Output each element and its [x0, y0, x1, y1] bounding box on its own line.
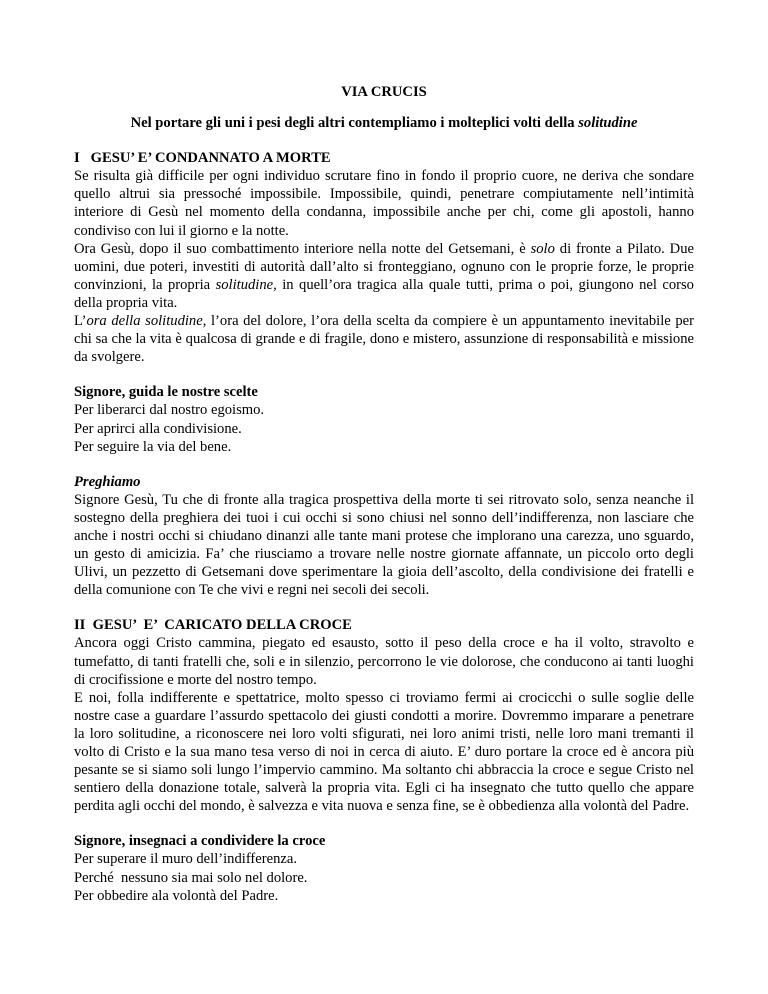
prayer-line: Per obbedire ala volontà del Padre. — [74, 887, 279, 904]
text-run: Ora Gesù, dopo il suo combattimento interiore nella notte del Getsemani, è — [74, 240, 531, 257]
prayer-line: Per liberarci dal nostro egoismo. — [74, 402, 265, 419]
subtitle-text: Nel portare gli uni i pesi degli altri contempliamo i molteplici volti della — [130, 115, 579, 132]
emphasis: solitudine — [215, 276, 274, 293]
text-run: di fronte a Pilato. Due uomini, due poteri, investiti di autorità dall’alto si fronteggiano, ognuno con le proprie forze, le proprie convinzioni, la propria — [74, 240, 694, 293]
prayer-line: Per aprirci alla condivisione. — [74, 420, 242, 437]
emphasis: solo — [530, 240, 555, 257]
prayer-line: Perché nessuno sia mai solo nel dolore. — [74, 869, 308, 886]
station-2-heading: II GESU’ E’ CARICATO DELLA CROCE — [74, 617, 352, 634]
station-1 — [74, 149, 694, 599]
preghiamo-label: Preghiamo — [74, 473, 141, 490]
station-1-paragraph-3 — [74, 312, 694, 366]
emphasis: ora della solitudine — [86, 313, 203, 330]
subtitle-emphasis: solitudine — [578, 115, 638, 132]
station-1-heading: I GESU’ E’ CONDANNATO A MORTE — [74, 150, 331, 167]
station-2-paragraph-1: Ancora oggi Cristo cammina, piegato ed esausto, sotto il peso della croce e ha il volto, stravolto e tumefatto, di tanti fratelli che, soli e in silenzio, percorrono le vie dolorose, che conducono ai tanti luoghi di crocifissione e morte del nostro tempo. — [74, 635, 694, 688]
station-1-prayer-title: Signore, guida le nostre scelte — [74, 384, 258, 401]
text-run: , in quell’ora tragica alla quale tutti, prima o poi, giungono nel corso della propria vita. — [74, 276, 694, 311]
document-title: VIA CRUCIS — [341, 84, 427, 100]
station-1-paragraph-2 — [74, 240, 694, 312]
text-run: , l’ora del dolore, l’ora della scelta da compiere è un appuntamento inevitabile per chi sa che la vita è qualcosa di grande e di fragile, dono e mistero, assunzione di responsabilità e missione da svolgere. — [74, 313, 694, 366]
station-2-prayer-title: Signore, insegnaci a condividere la croce — [74, 833, 326, 850]
station-1-paragraph-1: Se risulta già difficile per ogni individuo scrutare fino in fondo il proprio cuore, ne deriva che sondare quello altrui sia pressoché impossibile. Impossibile, quindi, penetrare compiutamente nell’intimità interiore di Gesù nel momento della condanna, impossibile anche per chi, come gli apostoli, hanno condiviso con lui il giorno e la notte. — [74, 168, 694, 239]
text-run: L’ — [74, 313, 87, 330]
prayer-line: Per seguire la via del bene. — [74, 438, 232, 455]
preghiamo-text: Signore Gesù, Tu che di fronte alla tragica prospettiva della morte ti sei ritrovato solo, senza neanche il sostegno della preghiera dei tuoi i cui occhi si sono chiusi nel sonno dell’indifferenza, non lasciare che anche i nostri occhi si chiudano dinanzi alle tante mani protese che implorano una carezza, uno sguardo, un gesto di amicizia. Fa’ che riusciamo a trovare nelle nostre giornate affannate, un piccolo orto degli Ulivi, un pezzetto di Getsemani dove sperimentare la gioia dell’ascolto, della condivisione dei fratelli e della comunione con Te che vivi e regni nei secoli dei secoli. — [74, 491, 694, 599]
prayer-line: Per superare il muro dell’indifferenza. — [74, 851, 298, 868]
document-subtitle — [74, 114, 694, 132]
station-2-paragraph-2: E noi, folla indifferente e spettatrice, molto spesso ci troviamo fermi ai crocicchi o sulle soglie delle nostre case a guardare l’assurdo spettacolo dei giusti condotti a morire. Dovremmo imparare a penetrare la loro solitudine, a riconoscere nei loro volti sfigurati, nei loro animi tristi, nelle loro mani tremanti il volto di Cristo e la sua mano tesa verso di noi in cerca di aiuto. E’ duro portare la croce ed è ancora più pesante se si siamo soli lungo l’impervio cammino. Ma soltanto chi abbraccia la croce e segue Cristo nel sentiero della donazione totale, salverà la propria vita. Egli ci ha insegnato che tutto quello che appare perdita agli occhi del mondo, è salvezza e vita nuova e senza fine, se è obbedienza alla volontà del Padre. — [74, 689, 694, 815]
station-2 — [74, 616, 694, 904]
